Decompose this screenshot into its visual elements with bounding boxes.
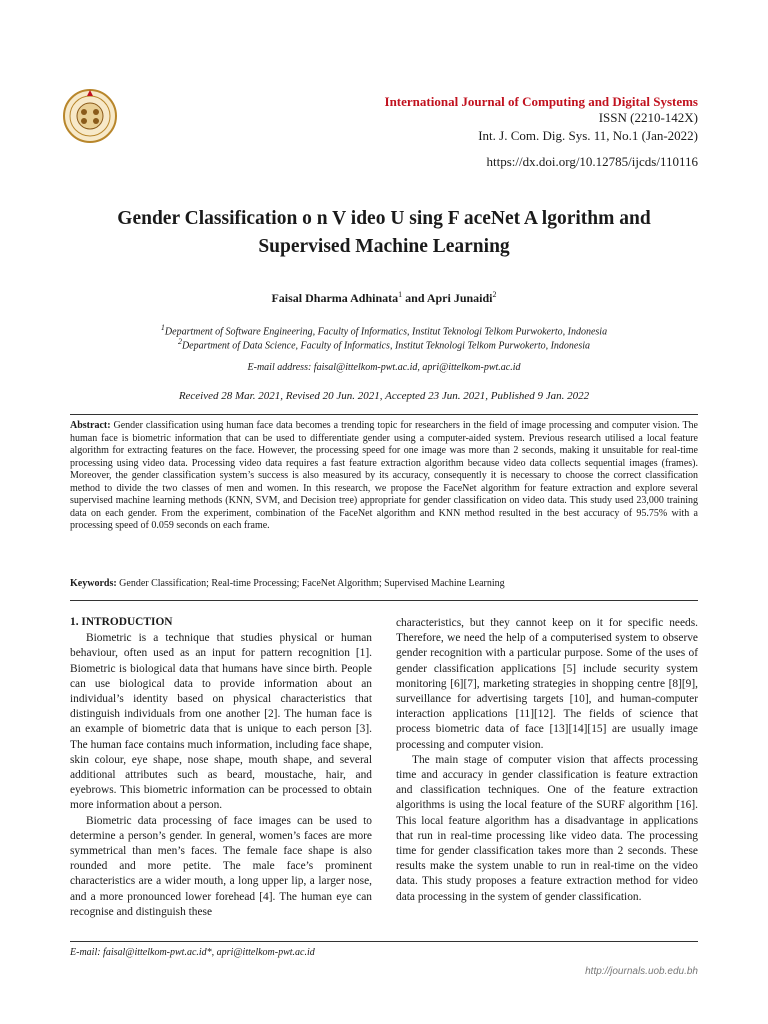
paragraph: Biometric data processing of face images can be used to determine a person’s gender. In general, women’s faces are more symmetrical than men’s faces. The female face shape is also rounded and more petite. The male face’s prominent characteristics are a wider mouth, a long upper lip, a larger nose, and a more pronounced lower forehead [4]. The human eye can recognise and distinguish these [70,814,372,918]
paragraph: Biometric is a technique that studies physical or human behaviour, often used as an input for pattern recognition [1]. Biometric is biological data that humans have since birth. People can use biological data to provide information about an individual’s identity based on physical characteristics that distinguish individuals from one another [2]. The human face is an example of biometric data that is unique to each person [3]. The human face contains much information, including face shape, skin colour, eye shape, nose shape, mouth shape, and several additional attributes such as beard, moustache, hair, and eyebrows. This biometric information can be processed to obtain more information about a person. [70,632,372,812]
footer-url[interactable]: http://journals.uob.edu.bh [585,966,698,977]
body-column-left [70,615,372,920]
affiliation-1-mark: 1 [160,323,165,332]
affiliation-2-mark: 2 [177,337,182,346]
paper-title-line2: Supervised Machine Learning [258,236,510,257]
keywords-label: Keywords: [70,578,117,589]
author-1-affiliation-mark: 1 [398,290,403,299]
journal-title: International Journal of Computing and Digital Systems [384,94,698,109]
journal-logo [62,88,118,144]
keywords [70,577,698,590]
author-1: Faisal Dharma Adhinata [271,291,399,305]
author-emails: E-mail address: faisal@ittelkom-pwt.ac.id, apri@ittelkom-pwt.ac.id [247,362,521,373]
issn: ISSN (2210-142X) [598,110,698,125]
paper-title [40,205,728,261]
abstract-text: Gender classification using human face data becomes a trending topic for researchers in the field of image processing and computer vision. The human face is biometric information that can be used to differentiate gender using a computer-aided system. Previous research utilised a local feature algorithm for extracting features on the face. However, the processing speed for one image was more than 2 seconds, making it unsuitable for real-time processing using video data. Processing video data requires a fast feature extraction algorithm because video data collects sequential images (frames). Moreover, the gender classification system’s success is also measured by its accuracy, consequently it is necessary to choose the correct classification method to divide the two classes of men and women. In this research, we propose the FaceNet algorithm for feature extraction and explore several supervised machine learning methods (KNN, SVM, and Decision tree) appropriate for gender classification on video data. This study used 23,000 training data on each gender. From the experiment, combination of the FaceNet algorithm and KNN method resulted in the best accuracy of 95.75% with a processing speed of 0.059 seconds on each frame. [70,420,698,531]
author-2-affiliation-mark: 2 [492,290,497,299]
keywords-text: Gender Classification; Real-time Processing; FaceNet Algorithm; Supervised Machine Learning [116,578,505,589]
author-list [0,290,768,306]
abstract [70,420,698,533]
footer-rule [70,941,698,942]
affiliation-2 [0,335,768,353]
paper-title-line1: Gender Classification o n V ideo U sing F aceNet A lgorithm and [117,208,651,229]
section-heading-introduction: 1. INTRODUCTION [70,616,173,628]
journal-citation: Int. J. Com. Dig. Sys. 11, No.1 (Jan-2022) [478,128,698,143]
footer-email: E-mail: faisal@ittelkom-pwt.ac.id*, apri@ittelkom-pwt.ac.id [70,947,315,958]
abstract-top-rule [70,414,698,415]
doi-link[interactable]: https://dx.doi.org/10.12785/ijcds/110116 [486,154,698,169]
paragraph: characteristics, but they cannot keep on it for specific needs. Therefore, we need the help of a computerised system to observe gender recognition with a particular purpose. Some of the uses of gender classification applications [5] include security system monitoring [6][7], marketing strategies in shopping centre [8][9], surveillance for advertising targets [10], and human-computer interaction applications [11][12]. The fields of science that process biometric data of face [13][14][15] are usually image processing and computer vision. [396,617,698,751]
publication-dates: Received 28 Mar. 2021, Revised 20 Jun. 2021, Accepted 23 Jun. 2021, Published 9 Jan. 2022 [178,390,590,402]
affiliation-1-text: Department of Software Engineering, Faculty of Informatics, Institut Teknologi Telkom Purwokerto, Indonesia [164,326,608,338]
affiliation-2-text: Department of Data Science, Faculty of Informatics, Institut Teknologi Telkom Purwokerto, Indonesia [181,340,591,352]
body-column-right [396,616,698,905]
author-2: Apri Junaidi [426,291,493,305]
paragraph: The main stage of computer vision that affects processing time and accuracy in gender classification is feature extraction and classification techniques. One of the feature extraction algorithms is using the local feature of the SURF algorithm [16]. This local feature algorithm has a disadvantage in applications that run in real-time processing like video data. The processing time for gender classification takes more than 2 seconds. These results make the system unable to run in real-time on the video data. This study proposes a feature extraction method for video data processing in the system of gender classification. [396,753,698,903]
abstract-label: Abstract: [70,420,111,431]
abstract-bottom-rule [70,600,698,601]
author-separator: and [402,291,427,305]
